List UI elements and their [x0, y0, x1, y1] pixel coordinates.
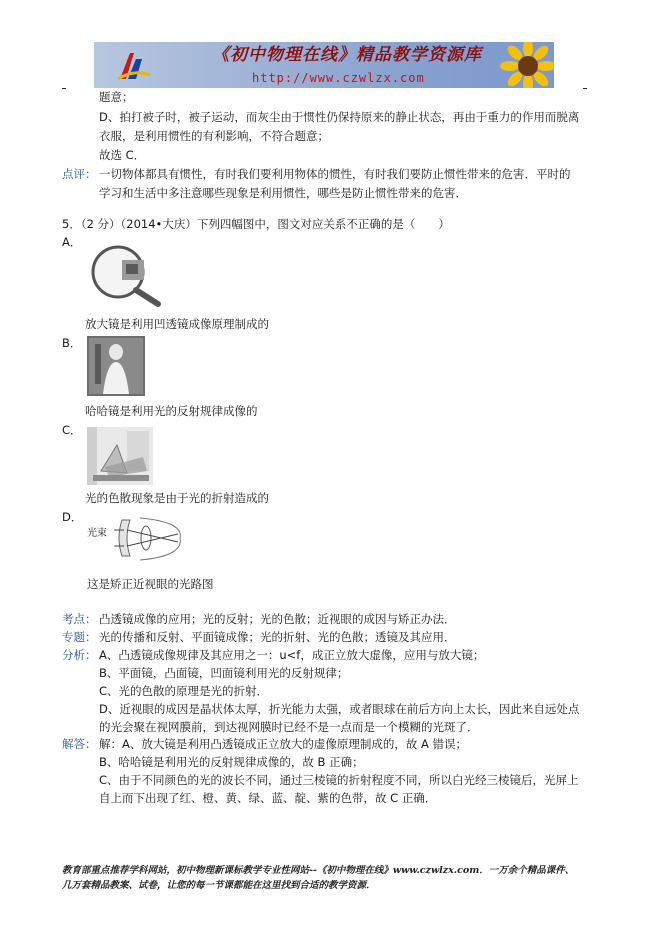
review-line-2: 学习和生活中多注意哪些现象是利用惯性，哪些是防止惯性带来的危害． — [99, 186, 467, 200]
fenxi-line-5: 的光会聚在视网膜前，到达视网膜时已经不是一点而是一个模糊的光斑了． — [99, 720, 479, 734]
banner-url[interactable]: http://www.czwlzx.com — [252, 71, 425, 85]
jieda-line-1: 解：A、放大镜是利用凸透镜成正立放大的虚像原理制成的，故 A 错误； — [99, 737, 468, 751]
review-line-1: 一切物体都具有惯性，有时我们要利用物体的惯性，有时我们要防止惯性带来的危害．平时的 — [99, 167, 571, 181]
option-b-caption: 哈哈镜是利用光的反射规律成像的 — [85, 404, 258, 418]
zhuanti-label: 专题： — [62, 630, 97, 644]
option-c-letter: C． — [62, 423, 82, 437]
fenxi-line-3: C、光的色散的原理是光的折射． — [99, 684, 269, 698]
light-beam-label: 光束 — [87, 528, 107, 539]
prev-line-3: 衣服，是利用惯性的有利影响，不符合题意； — [99, 129, 329, 143]
kaodian-label: 考点： — [62, 612, 97, 626]
fenxi-line-2: B、平面镜，凸面镜，凹面镜利用光的反射规律； — [99, 666, 349, 680]
kaodian-text: 凸透镜成像的应用；光的反射；光的色散；近视眼的成因与矫正办法． — [99, 612, 456, 626]
header-banner — [94, 42, 554, 88]
jieda-line-4: 自上而下出现了红、橙、黄、绿、蓝、靛、紫的色带，故 C 正确． — [99, 791, 437, 805]
jieda-label: 解答： — [62, 737, 97, 751]
footer-line-2: 几万套精品教案、试卷，让您的每一节课都能在这里找到合适的教学资源． — [62, 880, 376, 891]
magnifier-figure — [84, 244, 164, 308]
jieda-line-3: C、由于不同颜色的光的波长不同，通过三棱镜的折射程度不同，所以白光经三棱镜后，光屏上 — [99, 773, 579, 787]
prev-line-1: 题意； — [99, 90, 134, 104]
jieda-line-2: B、哈哈镜是利用光的反射规律成像的，故 B 正确； — [99, 755, 364, 769]
banner-title: 《初中物理在线》精品教学资源库 — [212, 45, 482, 65]
site-logo-icon — [116, 49, 152, 81]
prism-dispersion-figure — [87, 427, 153, 485]
prev-line-4: 故选 C． — [99, 148, 146, 162]
fenxi-label: 分析： — [62, 648, 97, 662]
option-d-letter: D． — [62, 510, 83, 524]
fenxi-line-4: D、近视眼的成因是晶状体太厚，折光能力太强，或者眼球在前后方向上太长，因此来自远处点 — [99, 702, 580, 716]
option-d-caption: 这是矫正近视眼的光路图 — [87, 577, 214, 591]
option-a-caption: 放大镜是利用凹透镜成像原理制成的 — [85, 317, 269, 331]
page-footer — [62, 863, 602, 893]
zhuanti-text: 光的传播和反射、平面镜成像；光的折射、光的色散；透镜及其应用． — [99, 630, 456, 644]
corner-mark-left — [62, 88, 66, 89]
corner-mark-right — [583, 88, 587, 89]
option-c-caption: 光的色散现象是由于光的折射造成的 — [85, 491, 269, 505]
footer-line-1: 教育部重点推荐学科网站，初中物理新课标教学专业性网站--《初中物理在线》www.czwlzx.com．一万余个精品课件、 — [62, 865, 575, 876]
sunflower-icon — [496, 42, 554, 88]
review-label: 点评： — [62, 167, 97, 181]
funhouse-mirror-figure — [87, 336, 145, 396]
option-a-letter: A． — [62, 235, 82, 249]
option-b-letter: B． — [62, 336, 82, 350]
question-stem: 5．（2 分）（2014•大庆）下列四幅图中，图文对应关系不正确的是（ ） — [62, 217, 450, 231]
prev-line-2: D、拍打被子时，被子运动，而灰尘由于惯性仍保持原来的静止状态，再由于重力的作用而脱离 — [99, 110, 580, 124]
fenxi-line-1: A、凸透镜成像规律及其应用之一：u<f，成正立放大虚像，应用与放大镜； — [99, 648, 485, 662]
